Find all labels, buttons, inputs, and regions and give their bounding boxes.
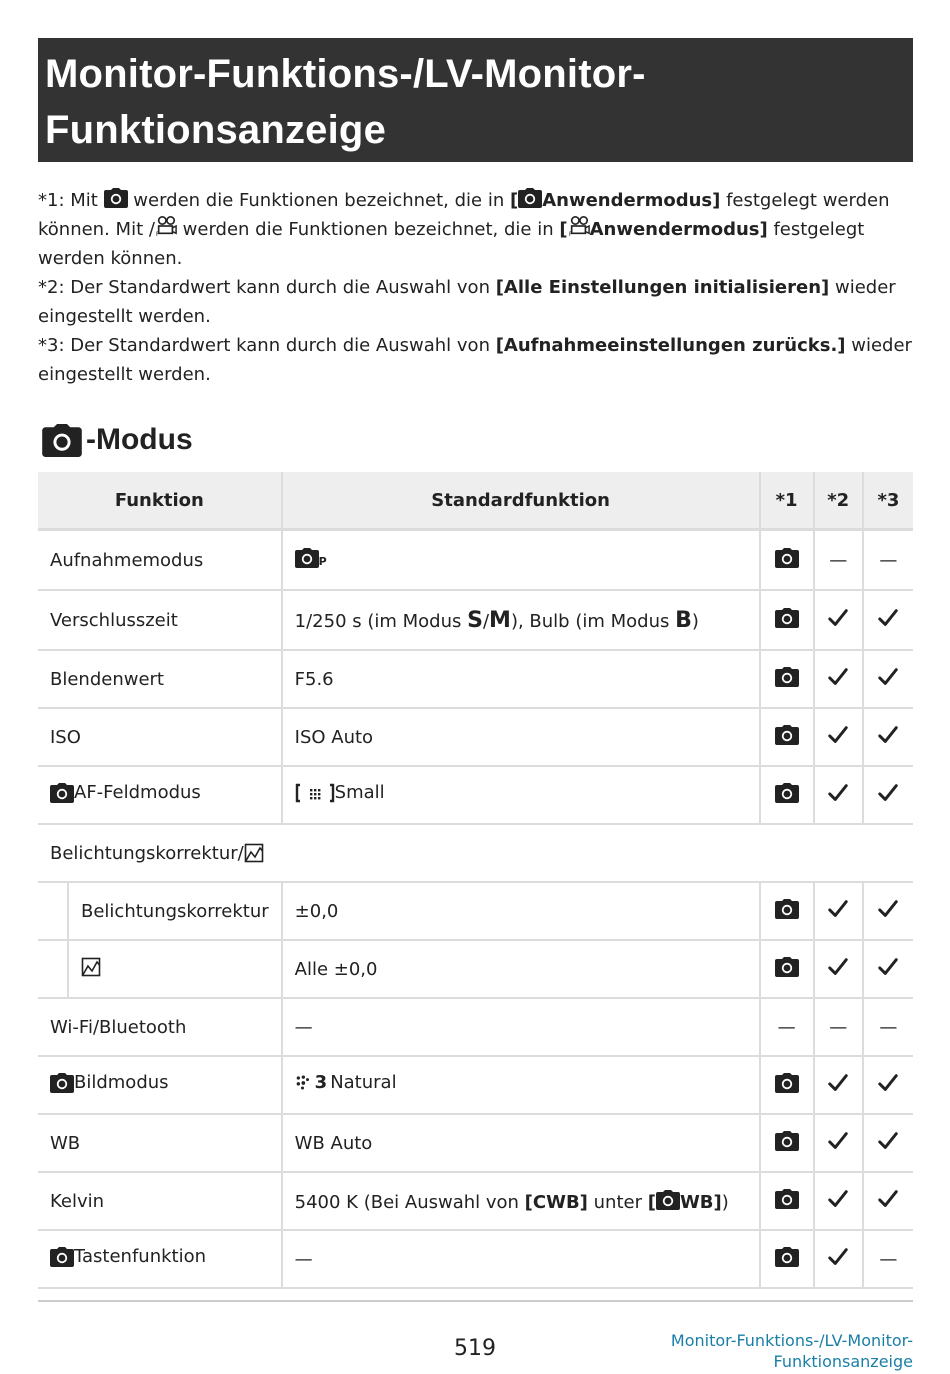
header-funktion: Funktion <box>38 472 282 530</box>
check-icon <box>877 1072 899 1094</box>
note-1-text-5: festgelegt werden können. <box>38 219 865 269</box>
note-1-bracket: [ <box>509 190 519 211</box>
camera-icon <box>775 1247 799 1267</box>
note-3-text-2: wieder eingestellt werden. <box>38 335 912 385</box>
check-icon <box>827 782 849 804</box>
footnotes <box>38 186 913 389</box>
wb-ref: WB] <box>679 1191 722 1213</box>
note-1-text-3: festgelegt werden können. Mit / <box>38 190 890 240</box>
default-text: 1/250 s (im Modus <box>294 610 468 632</box>
header-note-1: *1 <box>760 472 814 530</box>
gradation-icon <box>81 957 101 977</box>
table-row <box>38 1056 913 1114</box>
footer-chapter-link[interactable] <box>671 1330 913 1372</box>
check-icon <box>827 1246 849 1268</box>
note-1-text-2: werden die Funktionen bezeichnet, die in <box>127 190 510 211</box>
check-icon <box>827 898 849 920</box>
check-icon <box>827 607 849 629</box>
note-2-menu-ref: [Alle Einstellungen initialisieren] <box>495 277 830 298</box>
check-icon <box>827 956 849 978</box>
table-row <box>38 766 913 824</box>
check-icon <box>827 1130 849 1152</box>
movie-icon <box>155 215 177 237</box>
note-3 <box>38 331 913 389</box>
section-title: -Modus <box>86 423 193 456</box>
page-title-banner <box>38 38 913 162</box>
row-col-2 <box>814 650 863 708</box>
movie-icon <box>568 215 590 237</box>
function-label: Tastenfunktion <box>74 1246 207 1268</box>
camera-icon <box>295 548 319 568</box>
row-col-2 <box>814 1114 863 1172</box>
camera-icon <box>775 667 799 687</box>
table-row <box>38 530 913 591</box>
row-col-1 <box>760 708 814 766</box>
table-row <box>38 1172 913 1230</box>
mode-s: S <box>467 607 483 633</box>
table-row <box>38 882 913 940</box>
note-1 <box>38 186 913 273</box>
table-row <box>38 650 913 708</box>
row-col-1 <box>760 882 814 940</box>
row-col-3: — <box>863 530 913 591</box>
check-icon <box>877 724 899 746</box>
bracket: [ <box>647 1191 656 1213</box>
row-default: ±0,0 <box>282 882 760 940</box>
mode-m: M <box>489 607 511 633</box>
row-function <box>38 1230 282 1288</box>
default-text-2: ), Bulb (im Modus <box>510 610 676 632</box>
row-col-1 <box>760 590 814 650</box>
cwb-ref: [CWB] <box>524 1191 588 1213</box>
row-function: WB <box>38 1114 282 1172</box>
row-col-3: — <box>863 998 913 1056</box>
check-icon <box>877 1130 899 1152</box>
row-function <box>38 766 282 824</box>
row-col-3 <box>863 650 913 708</box>
note-1-movie-custom-mode: Anwendermodus] <box>589 219 768 240</box>
check-icon <box>877 898 899 920</box>
row-col-3 <box>863 940 913 998</box>
row-default <box>282 1172 760 1230</box>
gradation-icon <box>244 843 264 863</box>
row-default: Alle ±0,0 <box>282 940 760 998</box>
picture-mode-number: 3 <box>314 1072 328 1094</box>
row-col-3 <box>863 708 913 766</box>
row-function <box>68 940 282 998</box>
row-default: WB Auto <box>282 1114 760 1172</box>
camera-icon <box>50 1073 74 1093</box>
check-icon <box>877 782 899 804</box>
row-col-3 <box>863 1114 913 1172</box>
row-default <box>282 530 760 591</box>
table-row <box>38 940 913 998</box>
default-text: 5400 K (Bei Auswahl von <box>294 1191 525 1213</box>
row-col-2 <box>814 590 863 650</box>
row-function: Kelvin <box>38 1172 282 1230</box>
mode-b: B <box>675 607 692 633</box>
row-col-3 <box>863 882 913 940</box>
table-group-row <box>38 824 913 882</box>
row-col-2: — <box>814 530 863 591</box>
camera-icon <box>775 957 799 977</box>
program-mode-letter: P <box>318 555 327 569</box>
settings-table <box>38 472 913 1289</box>
header-standardfunktion: Standardfunktion <box>282 472 760 530</box>
row-function: Blendenwert <box>38 650 282 708</box>
note-3-menu-ref: [Aufnahmeeinstellungen zurücks.] <box>495 335 846 356</box>
row-default: — <box>282 1230 760 1288</box>
row-col-2 <box>814 940 863 998</box>
row-col-3: — <box>863 1230 913 1288</box>
group-label <box>38 824 913 882</box>
note-2-text: *2: Der Standardwert kann durch die Auswahl von <box>38 277 496 298</box>
row-default: ISO Auto <box>282 708 760 766</box>
camera-icon <box>775 1131 799 1151</box>
row-col-1 <box>760 1114 814 1172</box>
camera-icon <box>775 783 799 803</box>
default-text-2: unter <box>587 1191 648 1213</box>
table-row <box>38 1114 913 1172</box>
indent-cell <box>38 940 68 998</box>
row-default <box>282 766 760 824</box>
row-default <box>282 590 760 650</box>
footer-title-line-1: Monitor-Funktions-/LV-Monitor- <box>670 1331 913 1350</box>
check-icon <box>877 956 899 978</box>
section-heading <box>42 418 193 462</box>
row-col-1 <box>760 940 814 998</box>
camera-icon <box>775 1073 799 1093</box>
picture-mode-icon <box>295 1073 315 1093</box>
camera-icon <box>775 725 799 745</box>
camera-icon <box>656 1190 680 1210</box>
default-text: Small <box>334 782 385 804</box>
default-text-3: ) <box>691 610 699 632</box>
group-label-text: Belichtungskorrektur/ <box>50 842 244 864</box>
note-1-text-4: werden die Funktionen bezeichnet, die in <box>176 219 560 240</box>
note-1-camera-custom-mode: Anwendermodus] <box>542 190 721 211</box>
camera-icon <box>775 548 799 568</box>
check-icon <box>827 724 849 746</box>
camera-icon <box>104 188 128 208</box>
row-function: Wi-Fi/Bluetooth <box>38 998 282 1056</box>
row-default: F5.6 <box>282 650 760 708</box>
check-icon <box>877 1188 899 1210</box>
row-col-1 <box>760 650 814 708</box>
row-col-3 <box>863 590 913 650</box>
function-label: Bildmodus <box>74 1072 169 1094</box>
camera-icon <box>50 783 74 803</box>
row-function <box>38 1056 282 1114</box>
row-col-1 <box>760 530 814 591</box>
camera-icon <box>518 188 542 208</box>
row-col-2 <box>814 1056 863 1114</box>
note-3-text: *3: Der Standardwert kann durch die Auswahl von <box>38 335 496 356</box>
row-col-1 <box>760 766 814 824</box>
page-title: Monitor-Funktions-/LV-Monitor-Funktionsanzeige <box>45 52 646 152</box>
camera-icon <box>775 1189 799 1209</box>
af-target-small-icon <box>295 783 335 803</box>
check-icon <box>827 1072 849 1094</box>
row-default: — <box>282 998 760 1056</box>
check-icon <box>827 666 849 688</box>
table-row <box>38 590 913 650</box>
note-1-text: *1: Mit <box>38 190 104 211</box>
row-col-2 <box>814 766 863 824</box>
page-number: 519 <box>454 1336 496 1361</box>
row-col-3 <box>863 766 913 824</box>
row-col-2 <box>814 708 863 766</box>
row-default <box>282 1056 760 1114</box>
table-row <box>38 1230 913 1288</box>
default-text: Natural <box>330 1072 397 1094</box>
function-label: AF-Feldmodus <box>74 782 201 804</box>
header-note-2: *2 <box>814 472 863 530</box>
row-col-1 <box>760 1230 814 1288</box>
check-icon <box>877 666 899 688</box>
row-function: ISO <box>38 708 282 766</box>
footer-divider <box>38 1300 913 1302</box>
row-col-1 <box>760 1172 814 1230</box>
row-function: Belichtungskorrektur <box>68 882 282 940</box>
header-note-3: *3 <box>863 472 913 530</box>
row-col-3 <box>863 1056 913 1114</box>
camera-icon <box>775 899 799 919</box>
table-row <box>38 708 913 766</box>
default-text-3: ) <box>721 1191 729 1213</box>
table-row <box>38 998 913 1056</box>
row-function: Verschlusszeit <box>38 590 282 650</box>
check-icon <box>877 607 899 629</box>
row-col-2 <box>814 1172 863 1230</box>
slash: / <box>482 610 490 632</box>
row-col-2 <box>814 882 863 940</box>
row-col-1: — <box>760 998 814 1056</box>
footer-title-line-2: Funktionsanzeige <box>773 1352 913 1371</box>
note-1-bracket-2: [ <box>559 219 568 240</box>
camera-icon <box>775 608 799 628</box>
table-header-row <box>38 472 913 530</box>
camera-icon <box>42 424 82 457</box>
row-col-2 <box>814 1230 863 1288</box>
row-col-1 <box>760 1056 814 1114</box>
row-col-2: — <box>814 998 863 1056</box>
note-2-text-2: wieder eingestellt werden. <box>38 277 896 327</box>
indent-cell <box>38 882 68 940</box>
note-2 <box>38 273 913 331</box>
camera-icon <box>50 1247 74 1267</box>
row-col-3 <box>863 1172 913 1230</box>
row-function: Aufnahmemodus <box>38 530 282 591</box>
check-icon <box>827 1188 849 1210</box>
